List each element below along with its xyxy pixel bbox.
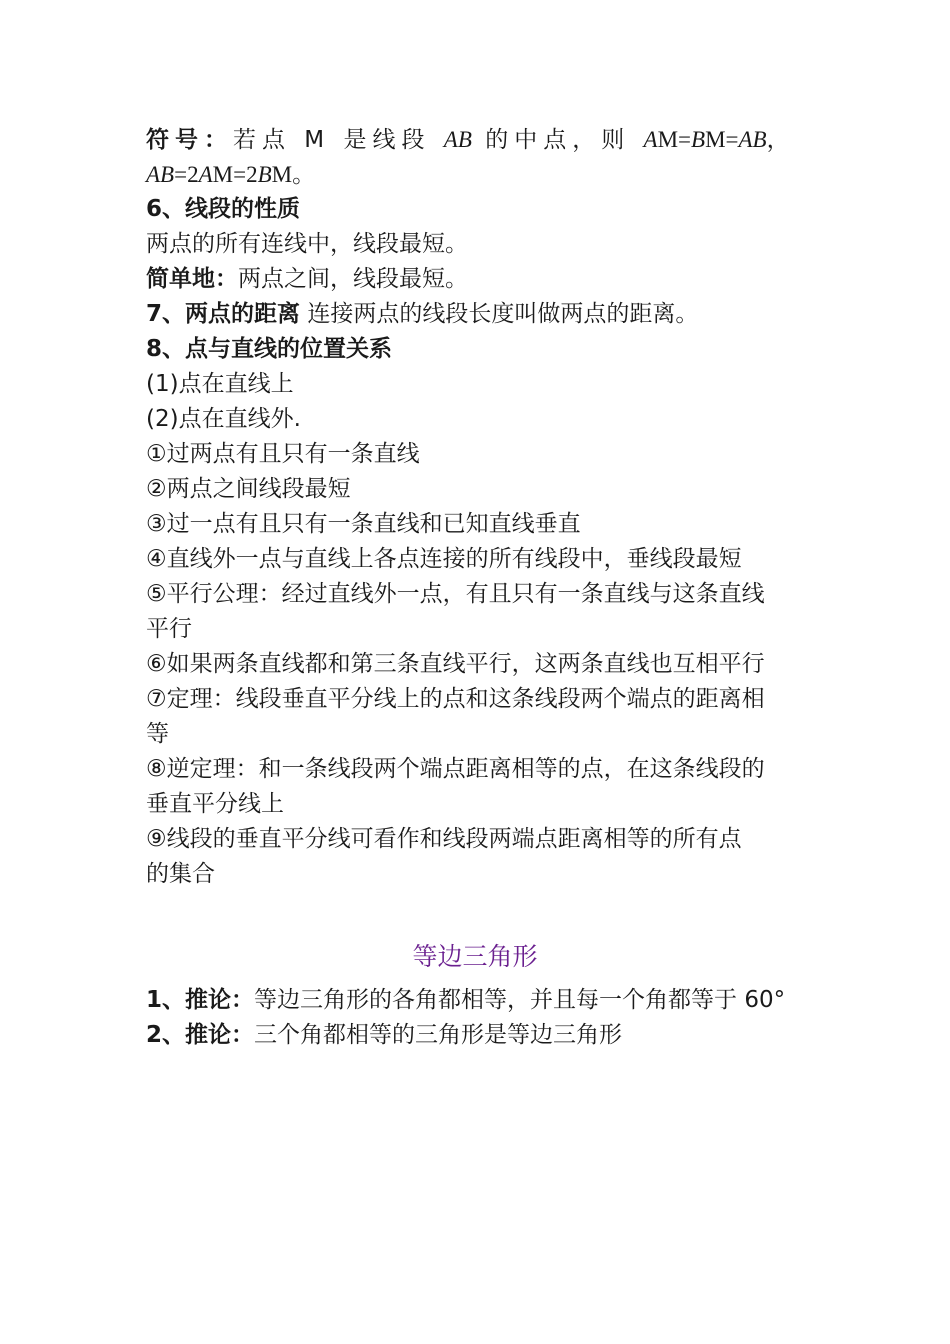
- item-7-text: 连接两点的线段长度叫做两点的距离。: [300, 301, 699, 327]
- section-heading-equilateral-triangle: 等边三角形: [412, 942, 538, 971]
- item-6-heading: 6、线段的性质: [146, 196, 301, 222]
- symbol-label: 符号：: [146, 127, 233, 153]
- fact-line: ⑧逆定理：和一条线段两个端点距离相等的点，在这条线段的: [146, 756, 765, 782]
- fact-line: ②两点之间线段最短: [146, 476, 351, 502]
- corollary-2-label: 2、推论：: [146, 1022, 255, 1048]
- fact-line: ⑨线段的垂直平分线可看作和线段两端点距离相等的所有点: [146, 826, 742, 852]
- symbol-text-a: 若点 M 是线段: [233, 127, 444, 153]
- symbol-ab: AB: [443, 127, 472, 152]
- fact-line: ⑤平行公理：经过直线外一点，有且只有一条直线与这条直线: [146, 581, 765, 607]
- position-2: (2)点在直线外.: [146, 406, 301, 432]
- eq2-part-2: =2: [174, 162, 199, 187]
- fact-line: 等: [146, 721, 169, 747]
- item-7-line: [146, 297, 810, 332]
- corollary-2: [146, 1018, 810, 1053]
- corollary-1-text: 等边三角形的各角都相等，并且每一个角都等于 60°: [254, 987, 786, 1013]
- section-line-segment: [146, 122, 810, 892]
- section-equilateral-triangle: [146, 983, 810, 1053]
- fact-line: 平行: [146, 616, 192, 642]
- corollary-1-label: 1、推论：: [146, 987, 255, 1013]
- eq2-part-5: B: [257, 162, 272, 187]
- fact-line: ③过一点有且只有一条直线和已知直线垂直: [146, 511, 581, 537]
- fact-line: ⑥如果两条直线都和第三条直线平行，这两条直线也互相平行: [146, 651, 765, 677]
- eq-part-e: AB: [738, 127, 767, 152]
- eq-part-a: A: [643, 127, 658, 152]
- item-6-text: 两点的所有连线中，线段最短。: [146, 231, 468, 257]
- corollary-1: [146, 983, 810, 1018]
- fact-line: ①过两点有且只有一条直线: [146, 441, 420, 467]
- eq-part-b: M=: [657, 127, 691, 152]
- fact-line: ⑦定理：线段垂直平分线上的点和这条线段两个端点的距离相: [146, 686, 765, 712]
- symbol-text-b: 的中点，则: [471, 127, 644, 153]
- position-1: (1)点在直线上: [146, 371, 294, 397]
- symbol-line-2: [146, 157, 810, 192]
- item-8-heading: 8、点与直线的位置关系: [146, 336, 393, 362]
- fact-line: 垂直平分线上: [146, 791, 284, 817]
- item-7-heading: 7、两点的距离: [146, 301, 301, 327]
- eq-part-d: M=: [705, 127, 739, 152]
- eq2-part-4: M=2: [212, 162, 258, 187]
- corollary-2-text: 三个角都相等的三角形是等边三角形: [254, 1022, 623, 1048]
- fact-line: ④直线外一点与直线上各点连接的所有线段中，垂线段最短: [146, 546, 742, 572]
- simple-text: 两点之间，线段最短。: [238, 266, 468, 292]
- fact-line: 的集合: [146, 861, 215, 887]
- symbol-text-c: ，: [766, 127, 790, 153]
- eq2-part-1: AB: [146, 162, 175, 187]
- simple-line: [146, 262, 810, 297]
- symbol-line-1: [146, 122, 810, 157]
- eq2-part-3: A: [198, 162, 213, 187]
- eq-part-c: B: [691, 127, 706, 152]
- eq2-part-6: M。: [271, 162, 316, 187]
- simple-label: 简单地：: [146, 266, 238, 292]
